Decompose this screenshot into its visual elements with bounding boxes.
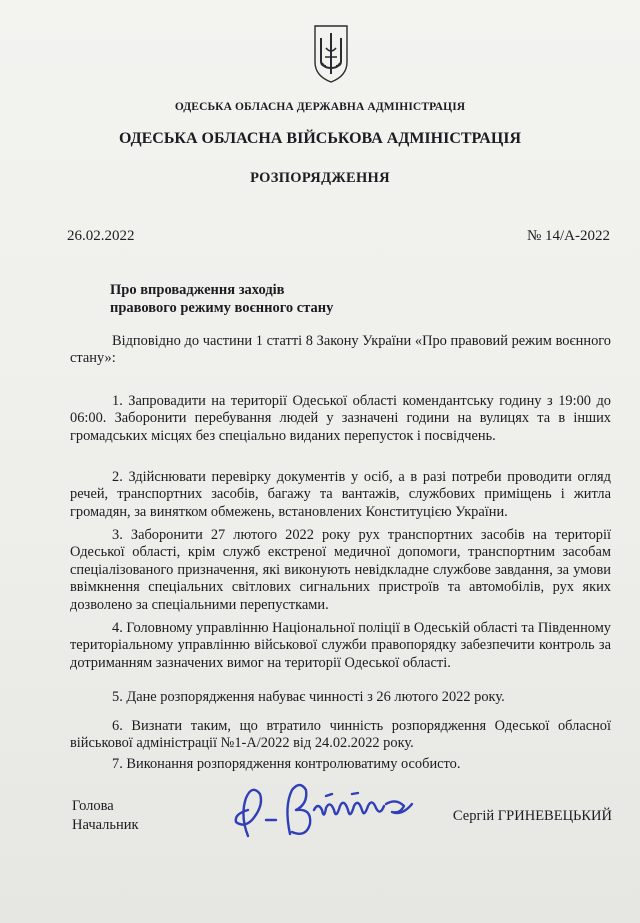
subject-line-1: Про впровадження заходів: [110, 282, 285, 298]
order-item-3: 3. Заборонити 27 лютого 2022 року рух транспортних засобів на території Одеської області, крім служб екстреної медичної допомоги, транспортним засобам спеціалізованого призначення, які виконують невідкладне службове завдання, за умови ввімкнення спеціальних світлових сигнальних пристроїв та автомобілів, рух яких дозволено за спеціальними перепустками.: [70, 527, 611, 613]
document-number: № 14/А-2022: [526, 228, 610, 244]
order-item-2: 2. Здійснювати перевірку документів у осіб, а в разі потреби проводити огляд речей, транспортних засобів, багажу та вантажів, службових приміщень і житла громадян, за винятком обмежень, встановлених Конституцією України.: [70, 469, 611, 520]
preamble-paragraph: Відповідно до частини 1 статті 8 Закону України «Про правовий режим воєнного стану»:: [70, 333, 611, 367]
signer-title-chief: Начальник: [72, 817, 139, 833]
order-item-6: 6. Визнати таким, що втратило чинність розпорядження Одеської обласної військової адміністрації №1-А/2022 від 24.02.2022 року.: [70, 718, 611, 752]
signer-name: Сергій ГРИНЕВЕЦЬКИЙ: [452, 808, 612, 824]
handwritten-signature: [226, 776, 426, 846]
document-date: 26.02.2022: [67, 228, 135, 244]
signer-title-head: Голова: [72, 798, 114, 814]
document-type-title: РОЗПОРЯДЖЕННЯ: [250, 170, 390, 186]
order-item-1: 1. Запровадити на території Одеської області комендантську годину з 19:00 до 06:00. Заборонити перебування людей у зазначені години на вулицях та в інших громадських місцях без спеціально виданих перепусток і посвідчень.: [70, 393, 611, 444]
order-item-5: 5. Дане розпорядження набуває чинності з 26 лютого 2022 року.: [112, 689, 505, 705]
order-item-4: 4. Головному управлінню Національної поліції в Одеській області та Південному територіальному управлінню військової служби правопорядку забезпечити контроль за дотриманням зазначених вимог на території Одеської області.: [70, 620, 611, 671]
military-administration-name: ОДЕСЬКА ОБЛАСНА ВІЙСЬКОВА АДМІНІСТРАЦІЯ: [118, 130, 522, 147]
document-subject: [110, 281, 333, 317]
subject-line-2: правового режиму воєнного стану: [110, 300, 334, 316]
order-item-7: 7. Виконання розпорядження контролюватиму особисто.: [112, 756, 461, 772]
trident-coat-of-arms-icon: [312, 24, 350, 84]
state-administration-name: ОДЕСЬКА ОБЛАСНА ДЕРЖАВНА АДМІНІСТРАЦІЯ: [174, 101, 466, 113]
